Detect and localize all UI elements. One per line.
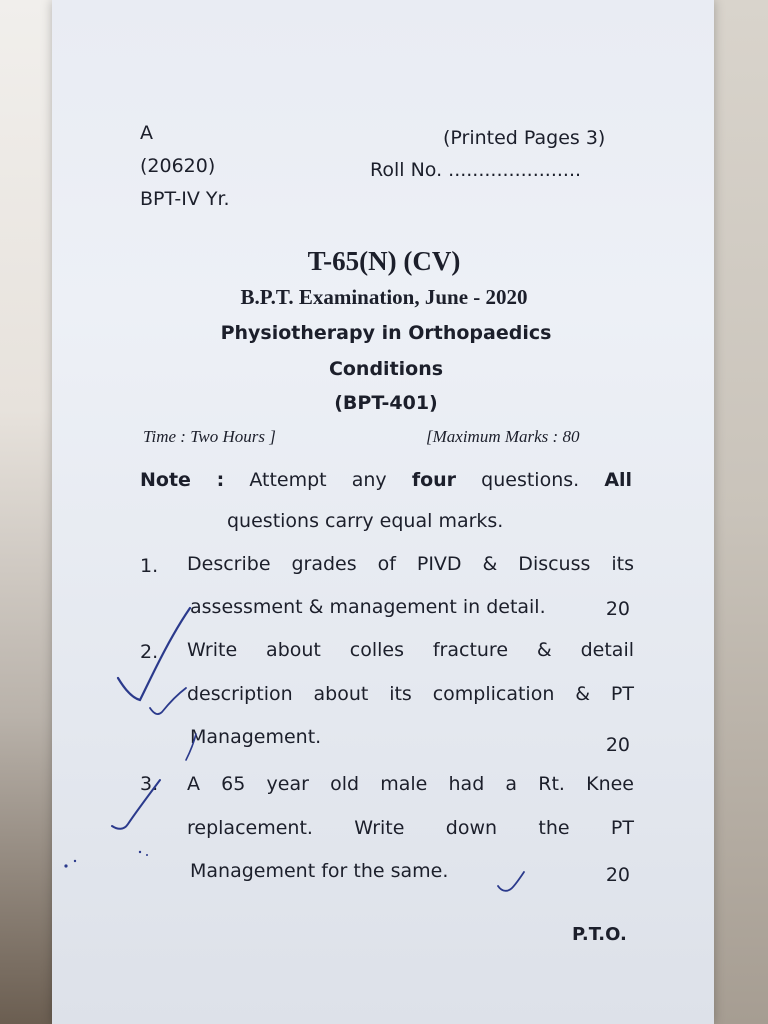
question-2-line-3: Management. [190,726,322,748]
question-2-line-1: Write about colles fracture & detail [187,639,634,661]
question-1-line-2: assessment & management in detail. [190,596,546,618]
question-3-marks: 20 [605,864,630,886]
subject-code: (BPT-401) [334,392,438,414]
note-word: any [351,469,387,491]
note-word: questions. [481,469,580,491]
series-letter: A [140,122,153,144]
background-right [712,0,768,1024]
note-word: Attempt [249,469,327,491]
question-2-line-2: description about its complication & PT [187,683,634,705]
subject-line-1: Physiotherapy in Orthopaedics [220,322,552,344]
question-3-line-2: replacement. Write down the PT [187,817,634,839]
question-3-line-1: A 65 year old male had a Rt. Knee [187,773,634,795]
please-turn-over: P.T.O. [572,924,627,945]
course-year: BPT-IV Yr. [140,188,230,210]
note-label: Note : [140,469,225,491]
question-3-line-3: Management for the same. [190,860,449,882]
exam-title: B.P.T. Examination, June - 2020 [240,285,528,309]
question-1-marks: 20 [605,598,630,620]
question-1-line-1: Describe grades of PIVD & Discuss its [187,553,634,575]
paper-code: (20620) [140,155,216,177]
question-number: 2. [140,641,159,663]
time-allowed: Time : Two Hours ] [143,427,276,446]
note-emphasis: All [604,469,633,491]
paper-title: T-65(N) (CV) [307,246,461,276]
note-line-1 [140,469,632,491]
question-number: 3. [140,773,159,795]
question-2-marks: 20 [605,734,630,756]
question-number: 1. [140,555,159,577]
note-line-2: questions carry equal marks. [227,510,504,532]
maximum-marks: [Maximum Marks : 80 [426,427,580,446]
printed-pages: (Printed Pages 3) [443,127,606,149]
roll-number: Roll No. ...................... [370,159,582,181]
subject-line-2: Conditions [328,358,444,380]
note-emphasis: four [411,469,457,491]
